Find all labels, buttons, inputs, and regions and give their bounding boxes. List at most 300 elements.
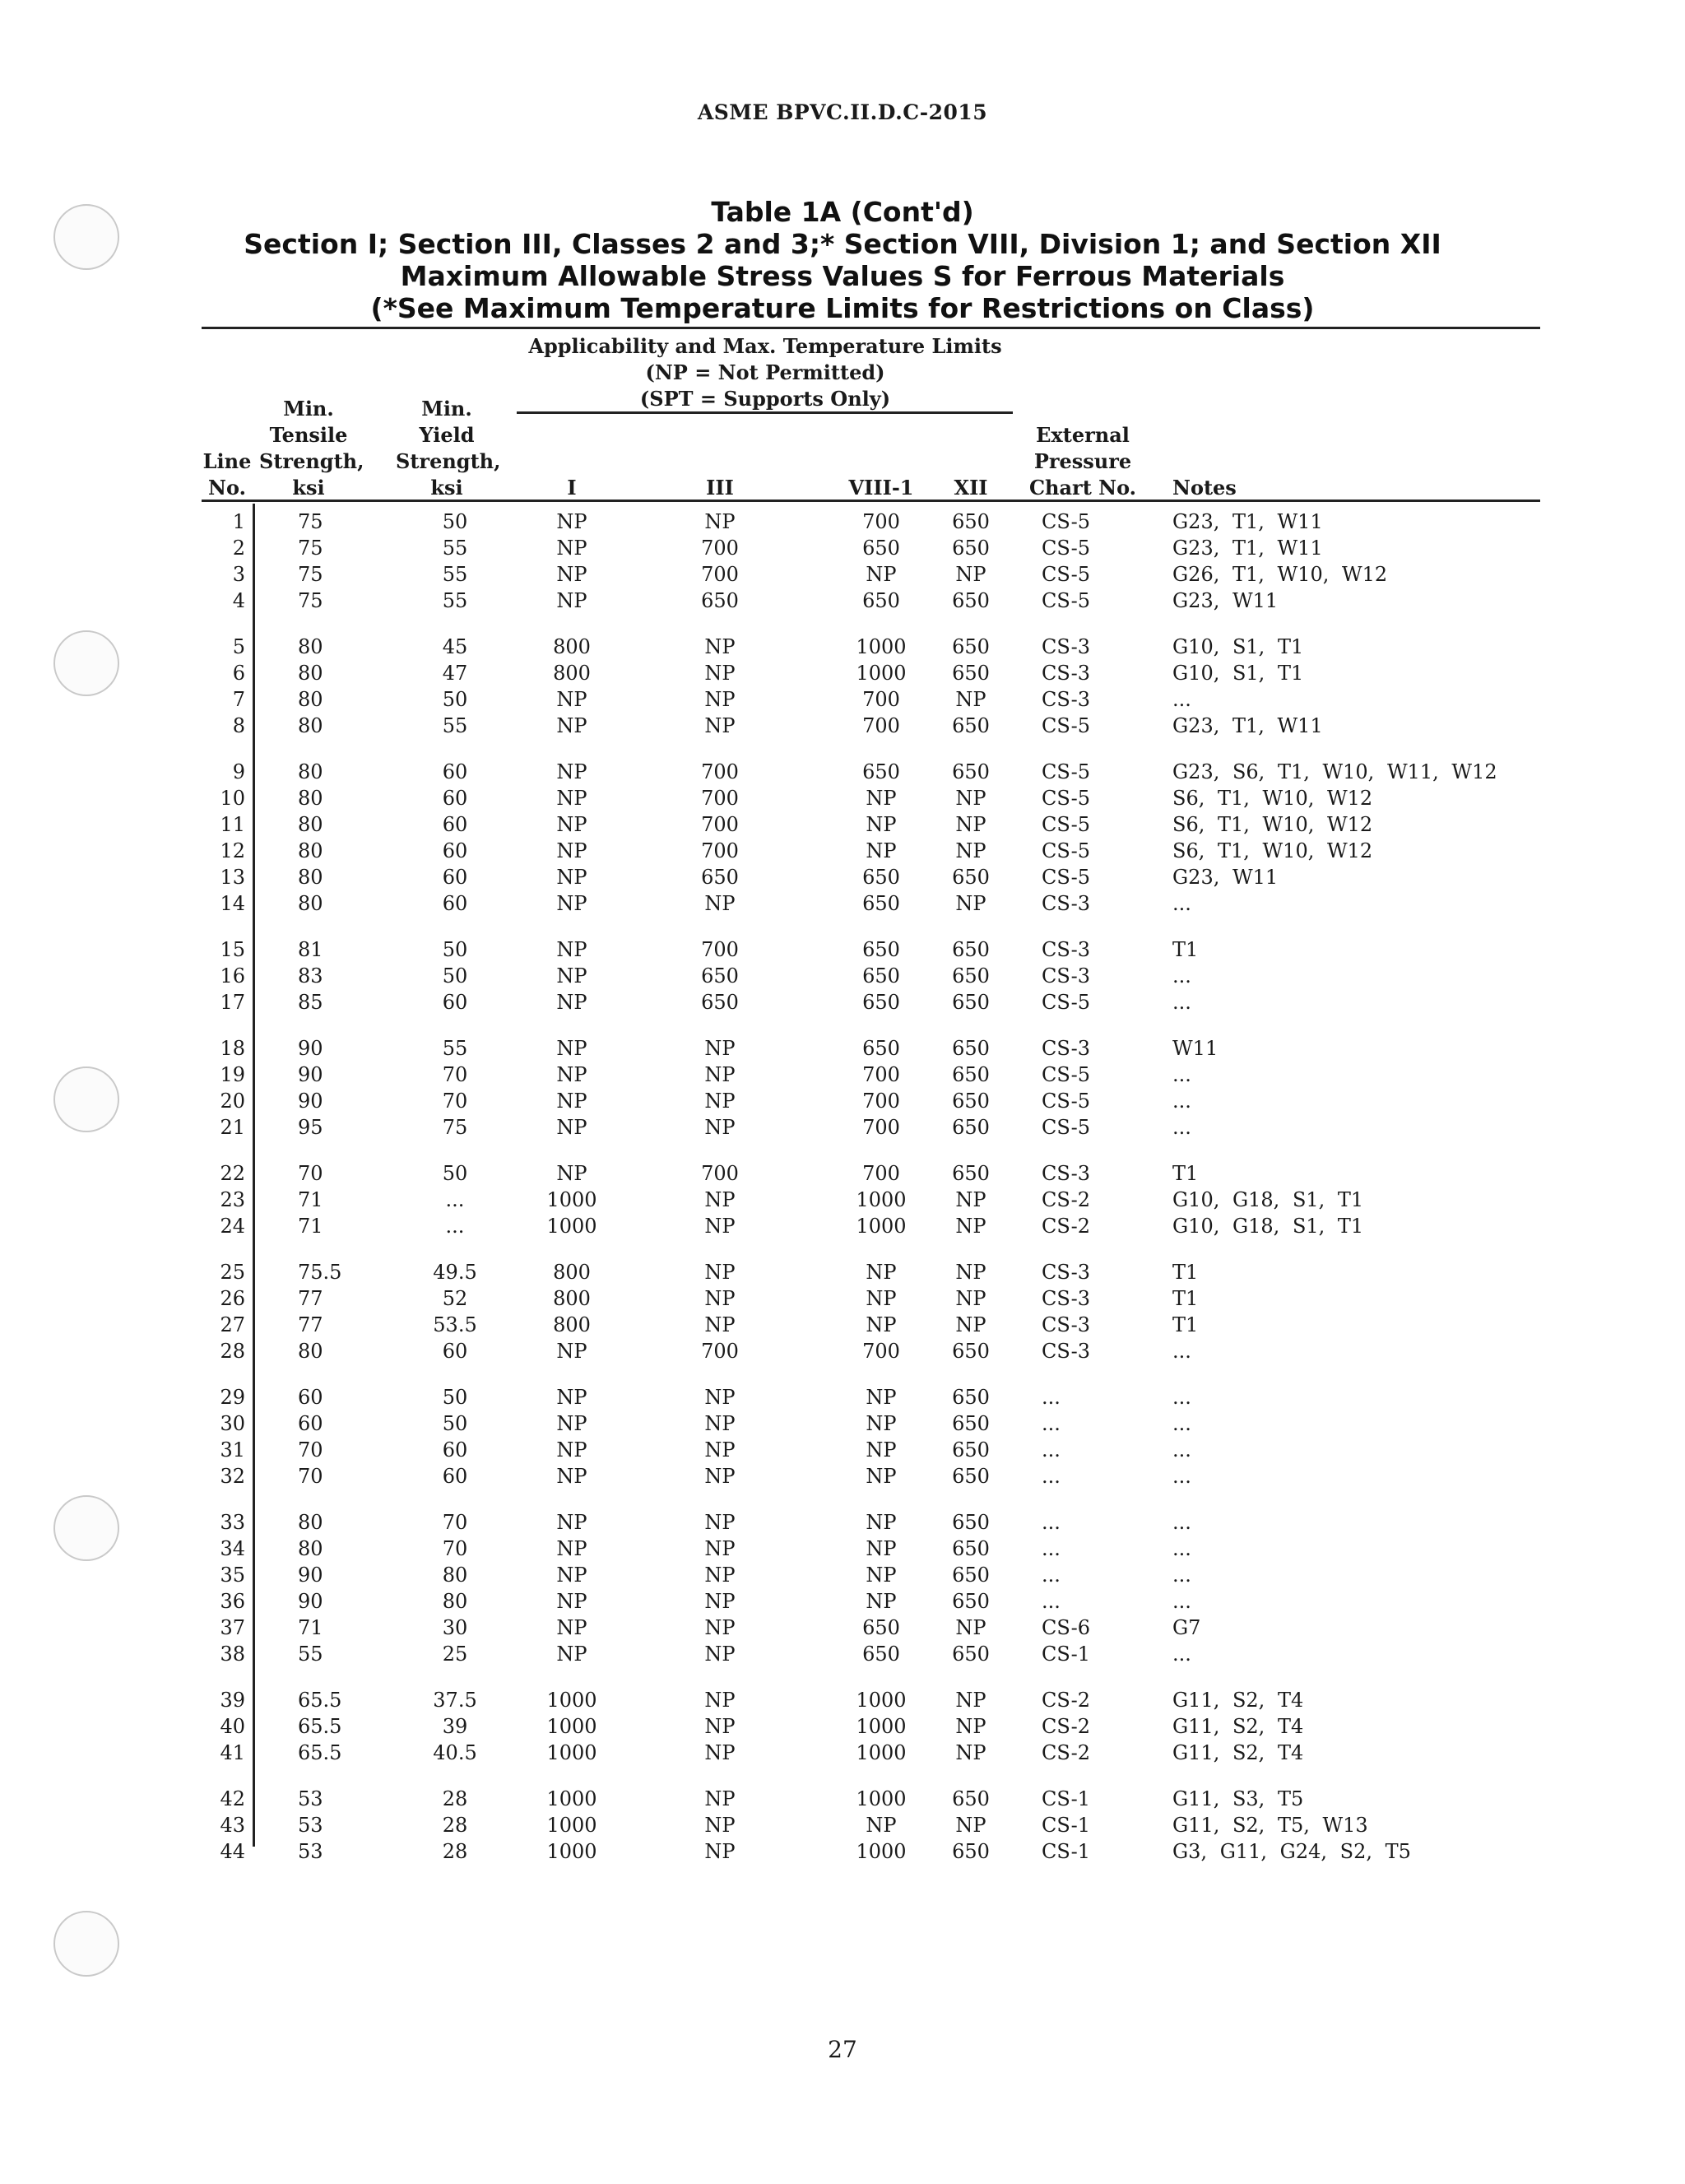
cell-ext: CS-1: [1042, 1814, 1091, 1837]
table-row: [0, 535, 1685, 561]
cell-xii: 650: [952, 1340, 990, 1363]
cell-ys: 60: [442, 1340, 468, 1363]
cell-ext: CS-5: [1042, 714, 1091, 737]
table-row: [0, 1088, 1685, 1114]
cell-ts: 77: [298, 1313, 323, 1336]
cell-ts: 65.5: [298, 1741, 342, 1764]
cell-line: 2: [232, 537, 245, 560]
cell-iii: NP: [704, 1564, 736, 1587]
cell-ext: CS-2: [1042, 1741, 1091, 1764]
cell-line: 28: [220, 1340, 245, 1363]
cell-line: 14: [220, 892, 245, 915]
cell-viii: NP: [866, 1537, 897, 1560]
cell-iii: NP: [704, 1438, 736, 1461]
table-row: [0, 1410, 1685, 1437]
header-section-xii: XII: [954, 476, 988, 500]
cell-iii: 650: [701, 964, 739, 987]
cell-notes: T1: [1172, 1261, 1199, 1284]
cell-ts: 65.5: [298, 1715, 342, 1738]
cell-i: 800: [553, 662, 591, 685]
cell-ext: CS-5: [1042, 537, 1091, 560]
cell-ys: 60: [442, 1465, 468, 1488]
cell-iii: 700: [701, 938, 739, 961]
cell-viii: NP: [866, 1511, 897, 1534]
cell-viii: 650: [862, 589, 900, 612]
table-title: Table 1A (Cont'd): [711, 196, 974, 228]
cell-iii: 700: [701, 563, 739, 586]
cell-notes: S6, T1, W10, W12: [1172, 787, 1373, 810]
cell-notes: G11, S2, T4: [1172, 1689, 1304, 1712]
cell-ext: CS-5: [1042, 866, 1091, 889]
cell-iii: NP: [704, 1590, 736, 1613]
cell-ts: 71: [298, 1215, 323, 1238]
cell-iii: 650: [701, 991, 739, 1014]
cell-ts: 95: [298, 1116, 323, 1139]
cell-xii: 650: [952, 1063, 990, 1086]
cell-ext: CS-3: [1042, 1162, 1091, 1185]
cell-xii: 650: [952, 635, 990, 658]
table-row: [0, 1812, 1685, 1838]
cell-notes: T1: [1172, 1287, 1199, 1310]
cell-iii: NP: [704, 1188, 736, 1211]
cell-line: 23: [220, 1188, 245, 1211]
cell-ts: 60: [298, 1412, 323, 1435]
cell-line: 17: [220, 991, 245, 1014]
header-text: ksi: [430, 476, 463, 500]
cell-ext: ...: [1042, 1438, 1061, 1461]
cell-viii: NP: [866, 839, 897, 862]
cell-line: 3: [232, 563, 245, 586]
cell-notes: ...: [1172, 1537, 1191, 1560]
cell-ext: CS-2: [1042, 1215, 1091, 1238]
cell-viii: NP: [866, 1814, 897, 1837]
cell-ys: 28: [442, 1840, 468, 1863]
cell-iii: NP: [704, 1287, 736, 1310]
table-row: [0, 1114, 1685, 1141]
cell-xii: 650: [952, 1037, 990, 1060]
cell-viii: 700: [862, 1063, 900, 1086]
cell-i: NP: [556, 892, 587, 915]
table-row: [0, 1160, 1685, 1187]
table-row: [0, 1213, 1685, 1239]
cell-ys: 55: [442, 537, 468, 560]
cell-line: 6: [232, 662, 245, 685]
cell-line: 18: [220, 1037, 245, 1060]
cell-xii: 650: [952, 510, 990, 533]
cell-ys: 60: [442, 1438, 468, 1461]
cell-i: NP: [556, 760, 587, 783]
table-row: [0, 1786, 1685, 1812]
cell-line: 31: [220, 1438, 245, 1461]
cell-i: 1000: [546, 1840, 597, 1863]
header-text: Strength,: [396, 449, 501, 473]
table-row: [0, 963, 1685, 989]
cell-notes: G10, S1, T1: [1172, 662, 1304, 685]
header-tensile-strength: [259, 396, 364, 501]
cell-ext: CS-3: [1042, 688, 1091, 711]
cell-ys: 45: [442, 635, 468, 658]
cell-ys: 70: [442, 1090, 468, 1113]
cell-ext: ...: [1042, 1590, 1061, 1613]
cell-xii: NP: [955, 688, 986, 711]
header-line-no: [194, 448, 260, 501]
cell-ext: ...: [1042, 1511, 1061, 1534]
cell-notes: G23, T1, W11: [1172, 510, 1323, 533]
cell-i: 1000: [546, 1741, 597, 1764]
cell-notes: G3, G11, G24, S2, T5: [1172, 1840, 1411, 1863]
cell-ts: 80: [298, 688, 323, 711]
table-row: [0, 1562, 1685, 1588]
cell-line: 1: [232, 510, 245, 533]
table-row: [0, 1062, 1685, 1088]
cell-i: NP: [556, 1438, 587, 1461]
np-legend: (NP = Not Permitted): [645, 360, 885, 384]
cell-iii: NP: [704, 1063, 736, 1086]
cell-ext: CS-5: [1042, 510, 1091, 533]
cell-ys: 60: [442, 866, 468, 889]
cell-ys: 80: [442, 1590, 468, 1613]
cell-line: 27: [220, 1313, 245, 1336]
cell-xii: 650: [952, 1643, 990, 1666]
cell-viii: 650: [862, 1037, 900, 1060]
header-text: No.: [208, 476, 246, 500]
cell-viii: 650: [862, 938, 900, 961]
cell-ys: 70: [442, 1511, 468, 1534]
cell-i: 800: [553, 1313, 591, 1336]
applicability-rule: [517, 411, 1013, 414]
cell-ys: 70: [442, 1063, 468, 1086]
cell-notes: G23, W11: [1172, 866, 1279, 889]
cell-ext: CS-5: [1042, 760, 1091, 783]
table-row: [0, 588, 1685, 614]
cell-iii: 700: [701, 787, 739, 810]
cell-notes: G11, S3, T5: [1172, 1787, 1304, 1810]
cell-i: 1000: [546, 1188, 597, 1211]
cell-i: 1000: [546, 1787, 597, 1810]
cell-viii: 700: [862, 714, 900, 737]
table-row: [0, 785, 1685, 811]
cell-notes: ...: [1172, 1438, 1191, 1461]
cell-line: 15: [220, 938, 245, 961]
cell-line: 7: [232, 688, 245, 711]
header-notes: Notes: [1172, 476, 1237, 500]
cell-i: NP: [556, 1116, 587, 1139]
table-body: [0, 509, 1685, 1865]
cell-ys: 60: [442, 892, 468, 915]
cell-ys: 50: [442, 688, 468, 711]
cell-i: NP: [556, 1537, 587, 1560]
table-row: [0, 1536, 1685, 1562]
header-text: Tensile: [269, 423, 348, 447]
cell-ys: 50: [442, 964, 468, 987]
cell-iii: 700: [701, 813, 739, 836]
cell-ys: 55: [442, 714, 468, 737]
cell-ts: 75: [298, 589, 323, 612]
cell-ts: 60: [298, 1386, 323, 1409]
cell-ys: 55: [442, 589, 468, 612]
cell-xii: 650: [952, 991, 990, 1014]
cell-viii: NP: [866, 1313, 897, 1336]
cell-iii: 700: [701, 1340, 739, 1363]
cell-ys: 55: [442, 563, 468, 586]
table-subtitle-sections: Section I; Section III, Classes 2 and 3;* Section VIII, Division 1; and Section XII: [244, 228, 1441, 260]
cell-xii: 650: [952, 760, 990, 783]
cell-notes: G11, S2, T4: [1172, 1741, 1304, 1764]
cell-line: 25: [220, 1261, 245, 1284]
cell-i: 1000: [546, 1215, 597, 1238]
cell-line: 5: [232, 635, 245, 658]
cell-notes: ...: [1172, 1116, 1191, 1139]
cell-xii: 650: [952, 1162, 990, 1185]
cell-ext: ...: [1042, 1465, 1061, 1488]
table-row: [0, 1838, 1685, 1865]
table-row: [0, 1259, 1685, 1285]
cell-xii: 650: [952, 1116, 990, 1139]
cell-ext: CS-3: [1042, 892, 1091, 915]
cell-i: NP: [556, 1386, 587, 1409]
cell-ys: 50: [442, 938, 468, 961]
cell-ys: 40.5: [433, 1741, 477, 1764]
cell-ys: 50: [442, 1412, 468, 1435]
cell-notes: G23, T1, W11: [1172, 537, 1323, 560]
cell-notes: G10, G18, S1, T1: [1172, 1215, 1364, 1238]
cell-i: NP: [556, 839, 587, 862]
cell-notes: G11, S2, T5, W13: [1172, 1814, 1368, 1837]
table-row: [0, 838, 1685, 864]
header-rule: [202, 500, 1540, 502]
cell-ts: 90: [298, 1063, 323, 1086]
cell-ts: 71: [298, 1616, 323, 1639]
cell-notes: T1: [1172, 1162, 1199, 1185]
cell-xii: 650: [952, 866, 990, 889]
cell-iii: 700: [701, 1162, 739, 1185]
cell-xii: 650: [952, 1412, 990, 1435]
cell-iii: NP: [704, 1840, 736, 1863]
cell-xii: NP: [955, 1616, 986, 1639]
cell-ext: CS-5: [1042, 813, 1091, 836]
cell-iii: NP: [704, 1037, 736, 1060]
cell-notes: ...: [1172, 1412, 1191, 1435]
cell-ts: 90: [298, 1037, 323, 1060]
cell-xii: 650: [952, 1787, 990, 1810]
spt-legend: (SPT = Supports Only): [639, 387, 891, 411]
table-row: [0, 1338, 1685, 1364]
header-section-iii: III: [706, 476, 734, 500]
cell-ys: ...: [445, 1215, 465, 1238]
cell-i: 1000: [546, 1689, 597, 1712]
cell-ts: 53: [298, 1840, 323, 1863]
cell-xii: NP: [955, 1188, 986, 1211]
cell-line: 44: [220, 1840, 245, 1863]
cell-viii: 700: [862, 1116, 900, 1139]
cell-xii: NP: [955, 1287, 986, 1310]
cell-xii: NP: [955, 1215, 986, 1238]
cell-line: 40: [220, 1715, 245, 1738]
cell-ext: CS-3: [1042, 964, 1091, 987]
table-row: [0, 1641, 1685, 1667]
table-row: [0, 1035, 1685, 1062]
cell-iii: NP: [704, 1741, 736, 1764]
cell-xii: NP: [955, 892, 986, 915]
cell-notes: G10, S1, T1: [1172, 635, 1304, 658]
cell-ts: 77: [298, 1287, 323, 1310]
cell-notes: ...: [1172, 892, 1191, 915]
cell-ts: 90: [298, 1564, 323, 1587]
table-row: [0, 890, 1685, 917]
header-text: Min.: [283, 397, 334, 421]
cell-iii: NP: [704, 635, 736, 658]
cell-viii: 1000: [856, 1715, 907, 1738]
cell-viii: 700: [862, 1090, 900, 1113]
cell-ts: 80: [298, 635, 323, 658]
cell-line: 42: [220, 1787, 245, 1810]
cell-i: NP: [556, 563, 587, 586]
cell-viii: NP: [866, 1412, 897, 1435]
cell-ts: 80: [298, 662, 323, 685]
cell-i: 1000: [546, 1814, 597, 1837]
cell-i: NP: [556, 1511, 587, 1534]
cell-ts: 80: [298, 787, 323, 810]
cell-notes: ...: [1172, 1643, 1191, 1666]
cell-xii: 650: [952, 714, 990, 737]
cell-ext: CS-3: [1042, 635, 1091, 658]
cell-ts: 75: [298, 537, 323, 560]
cell-line: 34: [220, 1537, 245, 1560]
cell-ts: 90: [298, 1590, 323, 1613]
cell-viii: 700: [862, 1162, 900, 1185]
cell-viii: NP: [866, 1465, 897, 1488]
applicability-header-line: Applicability and Max. Temperature Limits: [528, 334, 1002, 358]
cell-xii: 650: [952, 662, 990, 685]
cell-ys: 60: [442, 787, 468, 810]
cell-ext: ...: [1042, 1537, 1061, 1560]
cell-ext: CS-1: [1042, 1787, 1091, 1810]
cell-ys: 50: [442, 1386, 468, 1409]
cell-iii: NP: [704, 1715, 736, 1738]
cell-i: NP: [556, 1340, 587, 1363]
table-row: [0, 1437, 1685, 1463]
cell-ext: CS-5: [1042, 787, 1091, 810]
cell-viii: 1000: [856, 635, 907, 658]
cell-notes: ...: [1172, 991, 1191, 1014]
cell-line: 39: [220, 1689, 245, 1712]
cell-xii: 650: [952, 1438, 990, 1461]
cell-xii: 650: [952, 589, 990, 612]
cell-viii: 650: [862, 964, 900, 987]
cell-ext: CS-3: [1042, 1037, 1091, 1060]
cell-i: NP: [556, 537, 587, 560]
header-text: Yield: [419, 423, 475, 447]
cell-iii: 700: [701, 537, 739, 560]
cell-ys: 70: [442, 1537, 468, 1560]
cell-line: 37: [220, 1616, 245, 1639]
cell-xii: 650: [952, 1386, 990, 1409]
cell-ext: CS-3: [1042, 938, 1091, 961]
cell-line: 10: [220, 787, 245, 810]
cell-ts: 80: [298, 1340, 323, 1363]
cell-ts: 90: [298, 1090, 323, 1113]
cell-notes: G11, S2, T4: [1172, 1715, 1304, 1738]
cell-xii: NP: [955, 1313, 986, 1336]
cell-line: 41: [220, 1741, 245, 1764]
cell-viii: 1000: [856, 662, 907, 685]
cell-i: NP: [556, 1590, 587, 1613]
table-row: [0, 1615, 1685, 1641]
cell-iii: 700: [701, 839, 739, 862]
cell-ys: 80: [442, 1564, 468, 1587]
cell-notes: S6, T1, W10, W12: [1172, 813, 1373, 836]
cell-iii: NP: [704, 1116, 736, 1139]
cell-ext: CS-5: [1042, 991, 1091, 1014]
cell-ts: 53: [298, 1787, 323, 1810]
cell-line: 8: [232, 714, 245, 737]
cell-line: 24: [220, 1215, 245, 1238]
cell-line: 4: [232, 589, 245, 612]
applicability-group-header: [494, 333, 1037, 412]
cell-i: 800: [553, 1261, 591, 1284]
cell-iii: NP: [704, 1689, 736, 1712]
cell-ext: CS-5: [1042, 589, 1091, 612]
table-row: [0, 1312, 1685, 1338]
cell-ys: 25: [442, 1643, 468, 1666]
table-row: [0, 1285, 1685, 1312]
table-row: [0, 660, 1685, 686]
cell-ts: 71: [298, 1188, 323, 1211]
cell-ext: ...: [1042, 1386, 1061, 1409]
header-text: Chart No.: [1028, 476, 1137, 500]
cell-notes: ...: [1172, 1465, 1191, 1488]
table-row: [0, 1740, 1685, 1766]
cell-line: 9: [232, 760, 245, 783]
cell-iii: NP: [704, 688, 736, 711]
cell-iii: NP: [704, 1616, 736, 1639]
cell-ts: 85: [298, 991, 323, 1014]
header-section-i: I: [567, 476, 577, 500]
cell-line: 30: [220, 1412, 245, 1435]
table-row: [0, 759, 1685, 785]
cell-ys: 37.5: [433, 1689, 477, 1712]
cell-iii: NP: [704, 1261, 736, 1284]
punch-hole: [53, 1911, 119, 1977]
cell-ts: 80: [298, 714, 323, 737]
cell-viii: NP: [866, 1590, 897, 1613]
cell-ext: CS-3: [1042, 662, 1091, 685]
table-row: [0, 1187, 1685, 1213]
cell-line: 12: [220, 839, 245, 862]
cell-ts: 55: [298, 1643, 323, 1666]
cell-ys: 60: [442, 839, 468, 862]
cell-iii: NP: [704, 1814, 736, 1837]
cell-ext: CS-2: [1042, 1715, 1091, 1738]
cell-i: NP: [556, 1564, 587, 1587]
cell-line: 32: [220, 1465, 245, 1488]
cell-ys: 60: [442, 760, 468, 783]
cell-xii: 650: [952, 1465, 990, 1488]
cell-i: NP: [556, 787, 587, 810]
table-row: [0, 509, 1685, 535]
cell-ts: 80: [298, 1511, 323, 1534]
cell-ext: CS-3: [1042, 1261, 1091, 1284]
cell-xii: NP: [955, 787, 986, 810]
cell-iii: NP: [704, 662, 736, 685]
cell-ext: ...: [1042, 1564, 1061, 1587]
cell-iii: NP: [704, 1313, 736, 1336]
header-external-pressure-chart: [1025, 422, 1140, 501]
cell-ys: 75: [442, 1116, 468, 1139]
cell-iii: NP: [704, 892, 736, 915]
header-yield-strength: [396, 396, 501, 501]
cell-xii: 650: [952, 1590, 990, 1613]
